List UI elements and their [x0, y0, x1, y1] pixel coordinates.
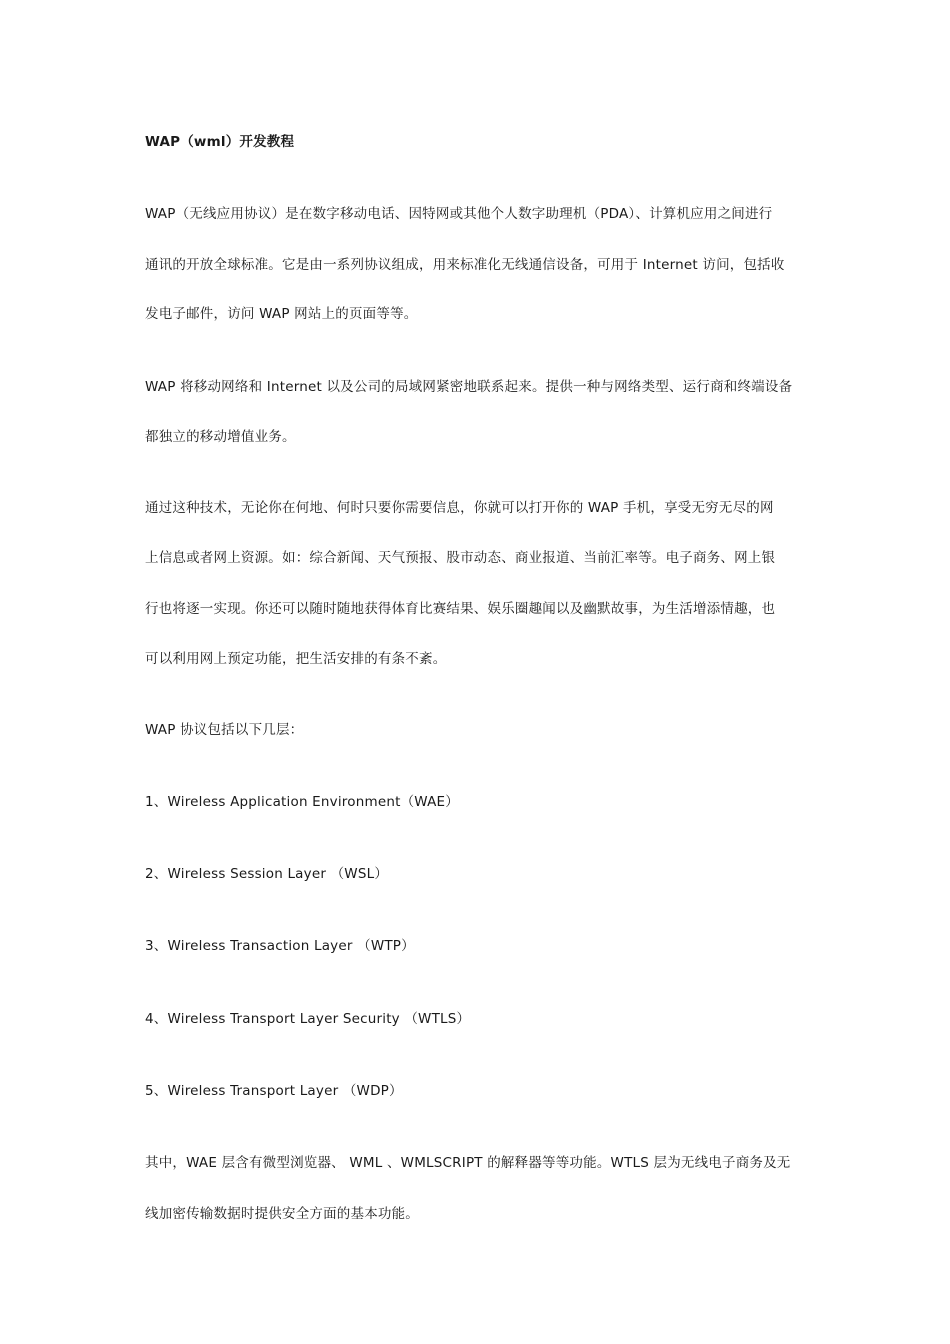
layer-item-3: 3、Wireless Transaction Layer （WTP）: [145, 938, 415, 954]
layers-intro: WAP 协议包括以下几层：: [145, 722, 304, 738]
document-title: WAP（wml）开发教程: [145, 134, 295, 150]
paragraph-3-line-3: 行也将逐一实现。你还可以随时随地获得体育比赛结果、娱乐圈趣闻以及幽默故事，为生活增添情趣，也: [145, 601, 776, 617]
paragraph-4-line-2: 线加密传输数据时提供安全方面的基本功能。: [145, 1206, 419, 1222]
layer-item-1: 1、Wireless Application Environment（WAE）: [145, 794, 459, 810]
paragraph-3-line-1: 通过这种技术，无论你在何地、何时只要你需要信息，你就可以打开你的 WAP 手机，享受无穷无尽的网: [145, 500, 774, 516]
layer-item-4: 4、Wireless Transport Layer Security （WTLS）: [145, 1011, 471, 1027]
paragraph-1-line-2: 通讯的开放全球标准。它是由一系列协议组成，用来标准化无线通信设备，可用于 Internet 访问，包括收: [145, 257, 785, 273]
paragraph-2-line-2: 都独立的移动增值业务。: [145, 429, 296, 445]
paragraph-2-line-1: WAP 将移动网络和 Internet 以及公司的局域网紧密地联系起来。提供一种与网络类型、运行商和终端设备: [145, 379, 793, 395]
layer-item-5: 5、Wireless Transport Layer （WDP）: [145, 1083, 403, 1099]
paragraph-1-line-3: 发电子邮件，访问 WAP 网站上的页面等等。: [145, 306, 418, 322]
layer-item-2: 2、Wireless Session Layer （WSL）: [145, 866, 389, 882]
paragraph-1-line-1: WAP（无线应用协议）是在数字移动电话、因特网或其他个人数字助理机（PDA）、计算机应用之间进行: [145, 206, 773, 222]
paragraph-3-line-4: 可以利用网上预定功能，把生活安排的有条不紊。: [145, 651, 447, 667]
paragraph-3-line-2: 上信息或者网上资源。如：综合新闻、天气预报、股市动态、商业报道、当前汇率等。电子商务、网上银: [145, 550, 776, 566]
paragraph-4-line-1: 其中，WAE 层含有微型浏览器、 WML 、WMLSCRIPT 的解释器等等功能。WTLS 层为无线电子商务及无: [145, 1155, 791, 1171]
